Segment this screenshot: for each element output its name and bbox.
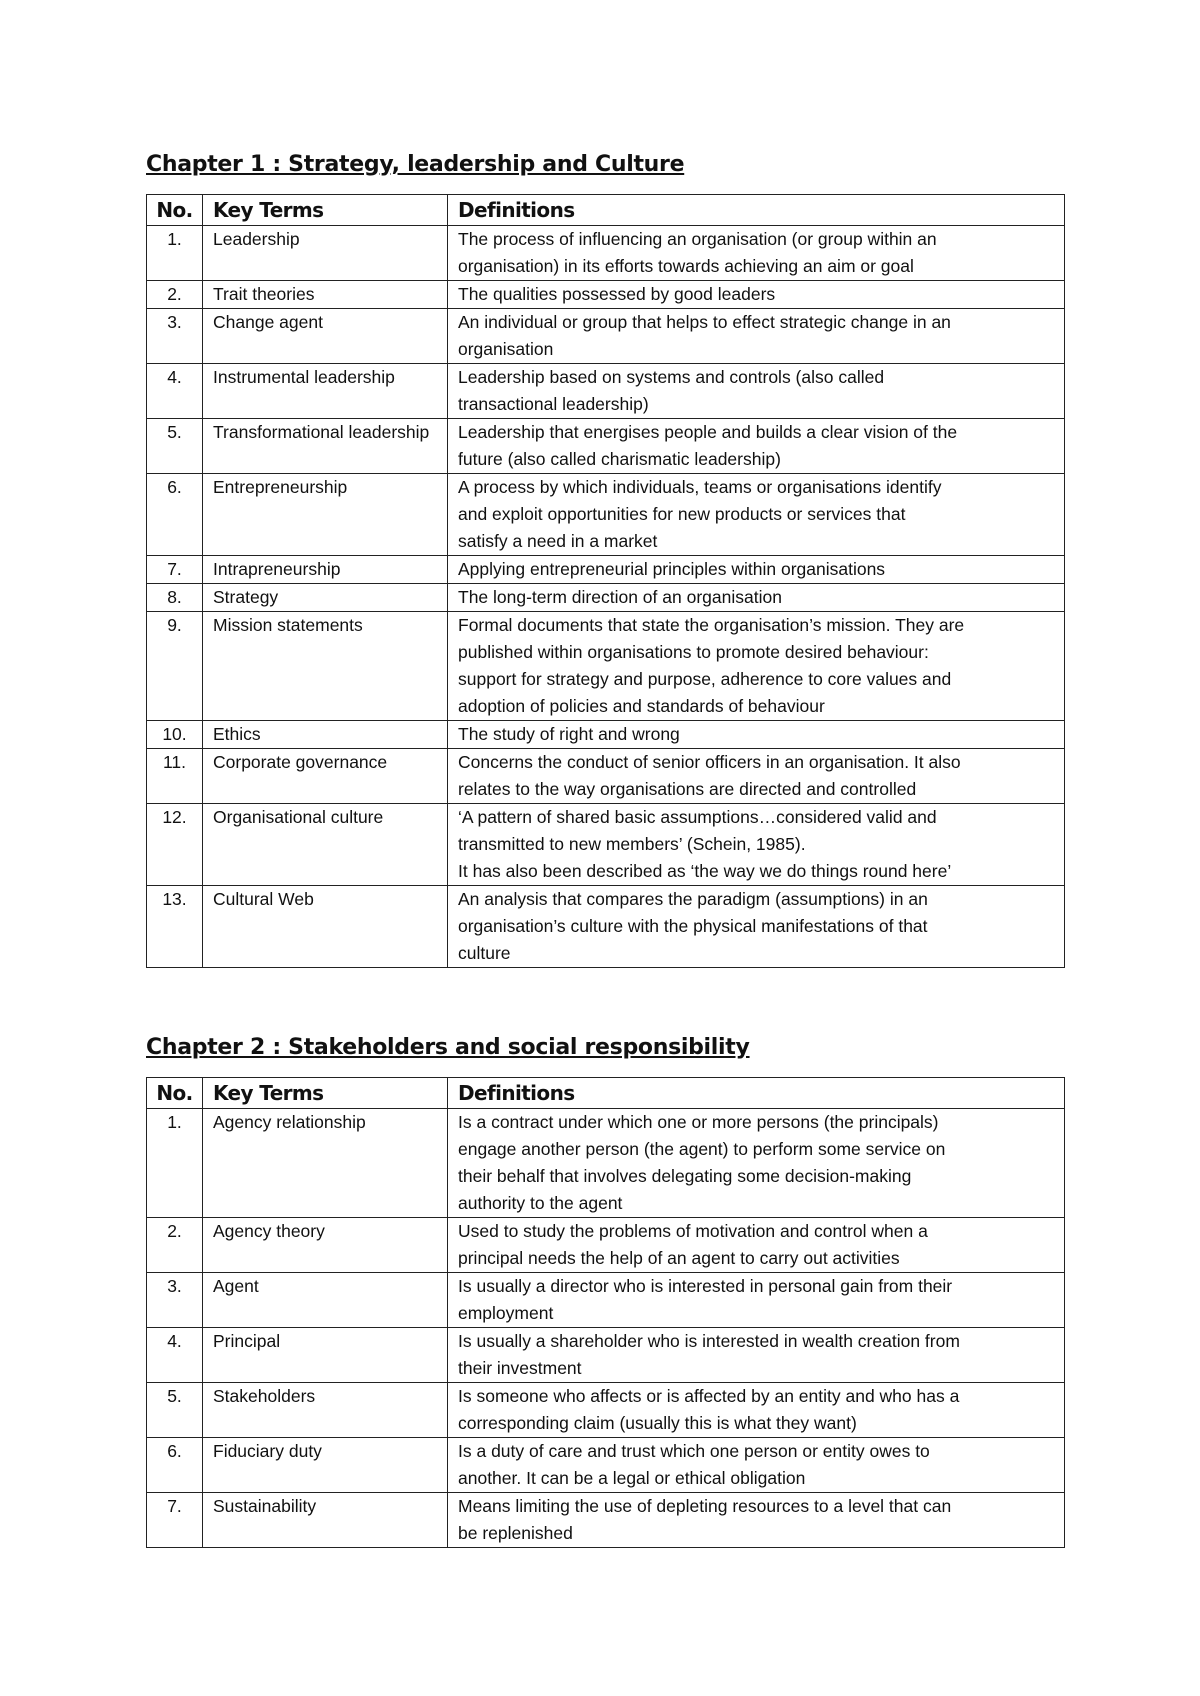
term-definition <box>448 364 1065 419</box>
key-term: Entrepreneurship <box>203 474 448 556</box>
definition-line: principal needs the help of an agent to carry out activities <box>458 1248 900 1268</box>
header-definitions: Definitions <box>448 195 1065 226</box>
definition-line: Concerns the conduct of senior officers in an organisation. It also <box>458 752 961 772</box>
definition-line: Leadership that energises people and builds a clear vision of the <box>458 422 958 442</box>
term-number: 7. <box>147 556 203 584</box>
key-term: Organisational culture <box>203 804 448 886</box>
definition-line: engage another person (the agent) to perform some service on <box>458 1139 946 1159</box>
definition-line: An analysis that compares the paradigm (assumptions) in an <box>458 889 928 909</box>
key-term: Mission statements <box>203 612 448 721</box>
header-no: No. <box>147 1078 203 1109</box>
definition-line: transmitted to new members’ (Schein, 1985). <box>458 834 806 854</box>
table-row <box>147 1383 1065 1438</box>
header-no: No. <box>147 195 203 226</box>
term-definition <box>448 556 1065 584</box>
table-body <box>147 226 1065 968</box>
definition-line: be replenished <box>458 1523 573 1543</box>
table-row <box>147 886 1065 968</box>
definition-line: Formal documents that state the organisation’s mission. They are <box>458 615 965 635</box>
term-number: 3. <box>147 309 203 364</box>
term-number: 9. <box>147 612 203 721</box>
table-row <box>147 281 1065 309</box>
table-row <box>147 309 1065 364</box>
definition-line: Applying entrepreneurial principles within organisations <box>458 559 886 579</box>
definition-line: Means limiting the use of depleting resources to a level that can <box>458 1496 952 1516</box>
table-row <box>147 1493 1065 1548</box>
definition-line: culture <box>458 943 511 963</box>
definition-line: It has also been described as ‘the way we do things round here’ <box>458 861 952 881</box>
table-row <box>147 612 1065 721</box>
term-definition <box>448 1109 1065 1218</box>
chapter-title: Chapter 1 : Strategy, leadership and Culture <box>146 152 685 177</box>
definition-line: Is usually a director who is interested in personal gain from their <box>458 1276 953 1296</box>
definition-line: The study of right and wrong <box>458 724 680 744</box>
term-number: 11. <box>147 749 203 804</box>
key-term: Ethics <box>203 721 448 749</box>
table-row <box>147 721 1065 749</box>
table-row <box>147 474 1065 556</box>
definition-line: organisation <box>458 339 554 359</box>
table-row <box>147 749 1065 804</box>
term-number: 6. <box>147 474 203 556</box>
table-row <box>147 1328 1065 1383</box>
definition-line: another. It can be a legal or ethical obligation <box>458 1468 806 1488</box>
term-definition <box>448 584 1065 612</box>
definition-line: support for strategy and purpose, adherence to core values and <box>458 669 952 689</box>
term-number: 1. <box>147 226 203 281</box>
table-row <box>147 1109 1065 1218</box>
table-row <box>147 1218 1065 1273</box>
definition-line: ‘A pattern of shared basic assumptions…considered valid and <box>458 807 937 827</box>
table-row <box>147 419 1065 474</box>
key-term: Intrapreneurship <box>203 556 448 584</box>
table-row <box>147 1438 1065 1493</box>
term-number: 5. <box>147 419 203 474</box>
term-definition <box>448 1438 1065 1493</box>
definition-line: Leadership based on systems and controls (also called <box>458 367 885 387</box>
term-definition <box>448 886 1065 968</box>
table-row <box>147 364 1065 419</box>
definition-line: their investment <box>458 1358 582 1378</box>
definition-line: organisation) in its efforts towards achieving an aim or goal <box>458 256 914 276</box>
key-term: Trait theories <box>203 281 448 309</box>
chapter-title: Chapter 2 : Stakeholders and social responsibility <box>146 1035 750 1060</box>
term-definition <box>448 1218 1065 1273</box>
table-body <box>147 1109 1065 1548</box>
definition-line: The long-term direction of an organisation <box>458 587 782 607</box>
definition-line: organisation’s culture with the physical manifestations of that <box>458 916 928 936</box>
term-definition <box>448 749 1065 804</box>
term-number: 5. <box>147 1383 203 1438</box>
key-term: Transformational leadership <box>203 419 448 474</box>
definition-line: Is usually a shareholder who is interested in wealth creation from <box>458 1331 960 1351</box>
definition-line: future (also called charismatic leadership) <box>458 449 781 469</box>
term-definition <box>448 721 1065 749</box>
key-term: Instrumental leadership <box>203 364 448 419</box>
term-definition <box>448 226 1065 281</box>
term-number: 3. <box>147 1273 203 1328</box>
key-terms-table <box>146 194 1065 968</box>
header-definitions: Definitions <box>448 1078 1065 1109</box>
definition-line: employment <box>458 1303 554 1323</box>
key-terms-table <box>146 1077 1065 1548</box>
term-number: 13. <box>147 886 203 968</box>
term-definition <box>448 612 1065 721</box>
table-row <box>147 556 1065 584</box>
term-number: 6. <box>147 1438 203 1493</box>
definition-line: corresponding claim (usually this is what they want) <box>458 1413 857 1433</box>
term-number: 2. <box>147 281 203 309</box>
key-term: Principal <box>203 1328 448 1383</box>
key-term: Agent <box>203 1273 448 1328</box>
key-term: Corporate governance <box>203 749 448 804</box>
key-term: Stakeholders <box>203 1383 448 1438</box>
term-number: 1. <box>147 1109 203 1218</box>
term-number: 4. <box>147 1328 203 1383</box>
term-definition <box>448 1383 1065 1438</box>
definition-line: Is someone who affects or is affected by an entity and who has a <box>458 1386 960 1406</box>
term-definition <box>448 474 1065 556</box>
definition-line: authority to the agent <box>458 1193 623 1213</box>
header-key-terms: Key Terms <box>203 1078 448 1109</box>
key-term: Agency relationship <box>203 1109 448 1218</box>
term-number: 8. <box>147 584 203 612</box>
table-header-row <box>147 1078 1065 1109</box>
definition-line: The qualities possessed by good leaders <box>458 284 776 304</box>
table-row <box>147 804 1065 886</box>
definition-line: The process of influencing an organisation (or group within an <box>458 229 937 249</box>
chapter-2 <box>146 1033 1064 1548</box>
key-term: Change agent <box>203 309 448 364</box>
term-definition <box>448 309 1065 364</box>
definition-line: Is a duty of care and trust which one person or entity owes to <box>458 1441 930 1461</box>
term-definition <box>448 1328 1065 1383</box>
term-definition <box>448 1273 1065 1328</box>
key-term: Sustainability <box>203 1493 448 1548</box>
definition-line: An individual or group that helps to effect strategic change in an <box>458 312 951 332</box>
key-term: Strategy <box>203 584 448 612</box>
term-definition <box>448 804 1065 886</box>
definition-line: transactional leadership) <box>458 394 649 414</box>
definition-line: Is a contract under which one or more persons (the principals) <box>458 1112 939 1132</box>
term-number: 2. <box>147 1218 203 1273</box>
key-term: Leadership <box>203 226 448 281</box>
term-definition <box>448 419 1065 474</box>
chapter-1 <box>146 150 1064 968</box>
term-number: 12. <box>147 804 203 886</box>
definition-line: published within organisations to promote desired behaviour: <box>458 642 929 662</box>
term-definition <box>448 1493 1065 1548</box>
key-term: Fiduciary duty <box>203 1438 448 1493</box>
table-row <box>147 226 1065 281</box>
definition-line: Used to study the problems of motivation and control when a <box>458 1221 928 1241</box>
table-header-row <box>147 195 1065 226</box>
definition-line: and exploit opportunities for new products or services that <box>458 504 906 524</box>
definition-line: relates to the way organisations are directed and controlled <box>458 779 917 799</box>
key-term: Agency theory <box>203 1218 448 1273</box>
term-definition <box>448 281 1065 309</box>
term-number: 4. <box>147 364 203 419</box>
definition-line: adoption of policies and standards of behaviour <box>458 696 825 716</box>
definition-line: A process by which individuals, teams or organisations identify <box>458 477 942 497</box>
key-term: Cultural Web <box>203 886 448 968</box>
definition-line: their behalf that involves delegating some decision-making <box>458 1166 912 1186</box>
table-row <box>147 1273 1065 1328</box>
header-key-terms: Key Terms <box>203 195 448 226</box>
term-number: 7. <box>147 1493 203 1548</box>
definition-line: satisfy a need in a market <box>458 531 658 551</box>
term-number: 10. <box>147 721 203 749</box>
table-row <box>147 584 1065 612</box>
